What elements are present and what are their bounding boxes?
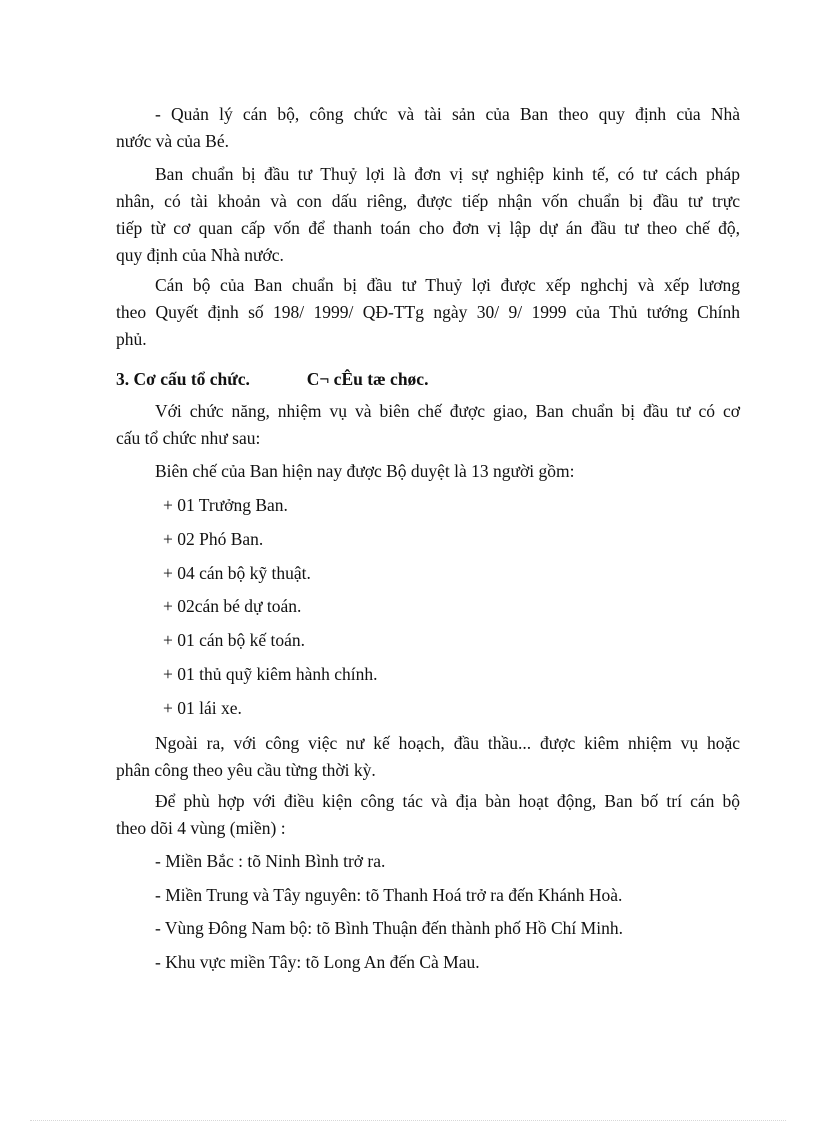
region-item: - Vùng Đông Nam bộ: tõ Bình Thuận đến thành phố Hồ Chí Minh.	[155, 918, 623, 938]
staff-item: + 01 cán bộ kế toán.	[163, 630, 306, 650]
staff-item: + 02 Phó Ban.	[163, 529, 264, 549]
region-item: - Miền Bắc : tõ Ninh Bình trở ra.	[155, 851, 386, 871]
para2-line3: tiếp từ cơ quan cấp vốn để thanh toán cho đơn vị lập dự án đầu tư theo chế độ,	[116, 218, 740, 238]
region-item: - Miền Trung và Tây nguyên: tõ Thanh Hoá trở ra đến Khánh Hoà.	[155, 885, 623, 905]
para3-line2: theo Quyết định số 198/ 1999/ QĐ-TTg ngày 30/ 9/ 1999 của Thủ tướng Chính	[116, 302, 740, 322]
section-title: 3. Cơ cấu tổ chức.	[116, 369, 250, 389]
para1-line2: nước và của Bé.	[116, 131, 229, 151]
para2-line4: quy định của Nhà nước.	[116, 245, 284, 265]
org-intro-line2: cấu tổ chức như sau:	[116, 428, 261, 448]
regions-intro-line2: theo dõi 4 vùng (miền) :	[116, 818, 286, 838]
staff-item: + 02cán bé dự toán.	[163, 596, 302, 616]
section-heading	[116, 365, 740, 393]
staff-item: + 04 cán bộ kỹ thuật.	[163, 563, 311, 583]
para1-line1: - Quản lý cán bộ, công chức và tài sản của Ban theo quy định của Nhà	[155, 104, 740, 124]
para3-line1: Cán bộ của Ban chuẩn bị đầu tư Thuỷ lợi được xếp nghchj và xếp lương	[155, 275, 740, 295]
staff-intro: Biên chế của Ban hiện nay được Bộ duyệt là 13 người gồm:	[155, 461, 575, 481]
para2-line2: nhân, có tài khoản và con dấu riêng, được tiếp nhận vốn chuẩn bị đầu tư trực	[116, 191, 740, 211]
staff-item: + 01 lái xe.	[163, 698, 242, 718]
region-item: - Khu vực miền Tây: tõ Long An đến Cà Mau.	[155, 952, 480, 972]
section-title-garbled: C¬ cÊu tæ chøc.	[306, 369, 429, 389]
para2-line1: Ban chuẩn bị đầu tư Thuỷ lợi là đơn vị sự nghiệp kinh tế, có tư cách pháp	[155, 164, 740, 184]
staff-item: + 01 Trưởng Ban.	[163, 495, 288, 515]
extra-line1: Ngoài ra, với công việc nư kế hoạch, đầu thầu... được kiêm nhiệm vụ hoặc	[155, 733, 740, 753]
regions-intro-line1: Để phù hợp với điều kiện công tác và địa bàn hoạt động, Ban bố trí cán bộ	[155, 791, 740, 811]
staff-item: + 01 thủ quỹ kiêm hành chính.	[163, 664, 378, 684]
extra-line2: phân công theo yêu cầu từng thời kỳ.	[116, 760, 376, 780]
page-bottom-divider	[30, 1120, 786, 1121]
org-intro-line1: Với chức năng, nhiệm vụ và biên chế được giao, Ban chuẩn bị đầu tư có cơ	[155, 401, 740, 421]
para3-line3: phủ.	[116, 329, 147, 349]
